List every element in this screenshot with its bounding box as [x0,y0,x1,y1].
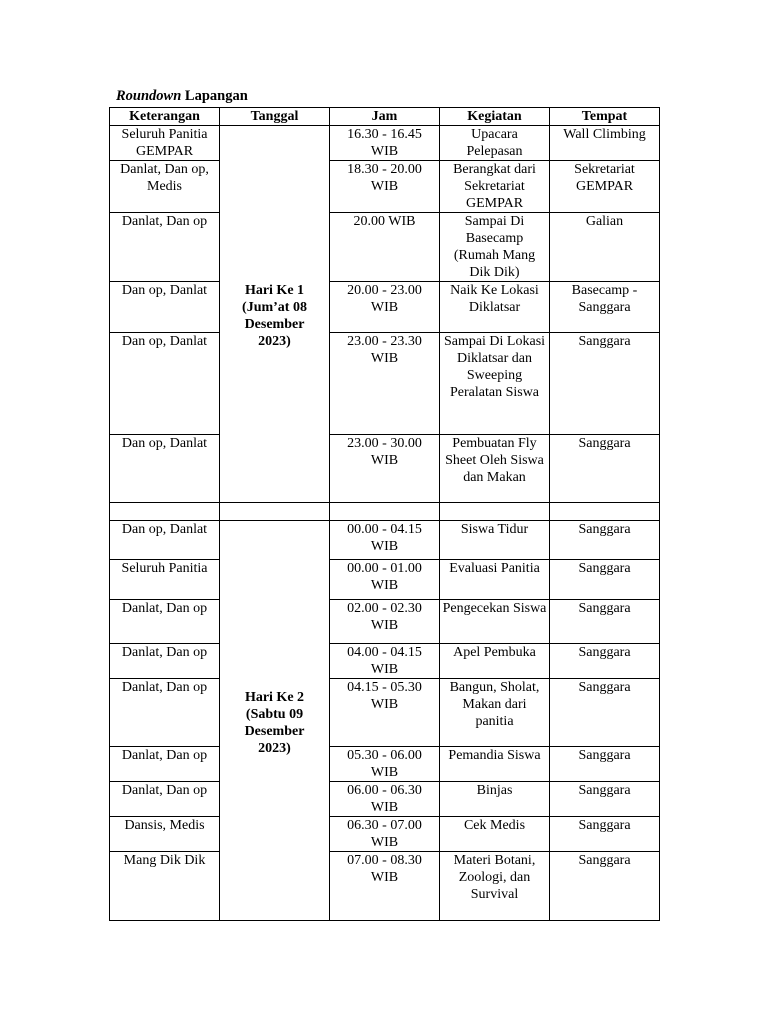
cell-jam: 23.00 - 23.30 WIB [330,333,440,435]
cell-kegiatan: Pengecekan Siswa [440,600,550,644]
cell-kegiatan: Sampai Di Lokasi Diklatsar dan Sweeping Peralatan Siswa [440,333,550,435]
cell-tempat: Galian [550,213,660,282]
cell-keterangan: Danlat, Dan op [110,213,220,282]
empty-cell [220,503,330,521]
header-tempat: Tempat [550,108,660,126]
cell-kegiatan: Upacara Pelepasan [440,126,550,161]
table-row [110,333,660,435]
cell-keterangan: Dan op, Danlat [110,521,220,560]
day-1-label: Hari Ke 1 (Jum’at 08 Desember 2023) [242,283,307,349]
cell-tempat: Sanggara [550,560,660,600]
cell-jam: 00.00 - 04.15 WIB [330,521,440,560]
cell-kegiatan: Pemandia Siswa [440,747,550,782]
empty-cell [440,503,550,521]
table-row [110,600,660,644]
table-row [110,213,660,282]
cell-jam: 18.30 - 20.00 WIB [330,161,440,213]
cell-jam: 05.30 - 06.00 WIB [330,747,440,782]
cell-jam: 04.15 - 05.30 WIB [330,679,440,747]
cell-jam: 23.00 - 30.00 WIB [330,435,440,503]
cell-kegiatan: Evaluasi Panitia [440,560,550,600]
cell-jam: 06.30 - 07.00 WIB [330,817,440,852]
roundown-table [109,107,660,921]
cell-kegiatan: Materi Botani, Zoologi, dan Survival [440,852,550,921]
cell-kegiatan: Cek Medis [440,817,550,852]
cell-tempat: Wall Climbing [550,126,660,161]
cell-kegiatan: Pembuatan Fly Sheet Oleh Siswa dan Makan [440,435,550,503]
cell-jam: 20.00 WIB [330,213,440,282]
cell-keterangan: Dan op, Danlat [110,282,220,333]
header-tanggal: Tanggal [220,108,330,126]
cell-keterangan: Danlat, Dan op [110,600,220,644]
cell-keterangan: Danlat, Dan op [110,644,220,679]
table-row [110,161,660,213]
cell-tempat: Sanggara [550,644,660,679]
header-keterangan: Keterangan [110,108,220,126]
cell-tempat: Sanggara [550,600,660,644]
separator-row [110,503,660,521]
cell-tempat: Sanggara [550,782,660,817]
empty-cell [110,503,220,521]
table-row [110,644,660,679]
document-title [116,87,248,105]
table-row [110,126,660,161]
table-row [110,817,660,852]
cell-keterangan: Danlat, Dan op [110,679,220,747]
cell-tempat: Sanggara [550,435,660,503]
cell-kegiatan: Apel Pembuka [440,644,550,679]
cell-tempat: Sanggara [550,852,660,921]
empty-cell [330,503,440,521]
cell-kegiatan: Bangun, Sholat, Makan dari panitia [440,679,550,747]
cell-keterangan: Danlat, Dan op [110,782,220,817]
cell-keterangan: Seluruh Panitia [110,560,220,600]
table-row [110,521,660,560]
empty-cell [550,503,660,521]
cell-keterangan: Seluruh Panitia GEMPAR [110,126,220,161]
cell-tanggal-day-1 [220,126,330,503]
cell-keterangan: Mang Dik Dik [110,852,220,921]
cell-kegiatan: Naik Ke Lokasi Diklatsar [440,282,550,333]
document-title-rest: Lapangan [181,88,248,104]
cell-jam: 04.00 - 04.15 WIB [330,644,440,679]
document-title-italic: Roundown [116,88,182,104]
table-row [110,852,660,921]
cell-jam: 16.30 - 16.45 WIB [330,126,440,161]
cell-tempat: Basecamp - Sanggara [550,282,660,333]
cell-keterangan: Dansis, Medis [110,817,220,852]
cell-tempat: Sanggara [550,747,660,782]
cell-keterangan: Dan op, Danlat [110,333,220,435]
cell-jam: 02.00 - 02.30 WIB [330,600,440,644]
cell-jam: 20.00 - 23.00 WIB [330,282,440,333]
header-kegiatan: Kegiatan [440,108,550,126]
cell-tanggal-day-2 [220,521,330,921]
cell-keterangan: Dan op, Danlat [110,435,220,503]
cell-keterangan: Danlat, Dan op, Medis [110,161,220,213]
cell-jam: 00.00 - 01.00 WIB [330,560,440,600]
cell-kegiatan: Binjas [440,782,550,817]
cell-tempat: Sekretariat GEMPAR [550,161,660,213]
table-row [110,747,660,782]
day-2-label: Hari Ke 2 (Sabtu 09 Desember 2023) [244,689,305,756]
table-row [110,560,660,600]
cell-jam: 07.00 - 08.30 WIB [330,852,440,921]
cell-tempat: Sanggara [550,679,660,747]
cell-kegiatan: Berangkat dari Sekretariat GEMPAR [440,161,550,213]
cell-jam: 06.00 - 06.30 WIB [330,782,440,817]
cell-kegiatan: Sampai Di Basecamp (Rumah Mang Dik Dik) [440,213,550,282]
cell-tempat: Sanggara [550,817,660,852]
table-row [110,435,660,503]
cell-keterangan: Danlat, Dan op [110,747,220,782]
header-jam: Jam [330,108,440,126]
cell-kegiatan: Siswa Tidur [440,521,550,560]
cell-tempat: Sanggara [550,521,660,560]
cell-tempat: Sanggara [550,333,660,435]
table-row [110,282,660,333]
table-row [110,782,660,817]
table-row [110,679,660,747]
table-header-row [110,108,660,126]
